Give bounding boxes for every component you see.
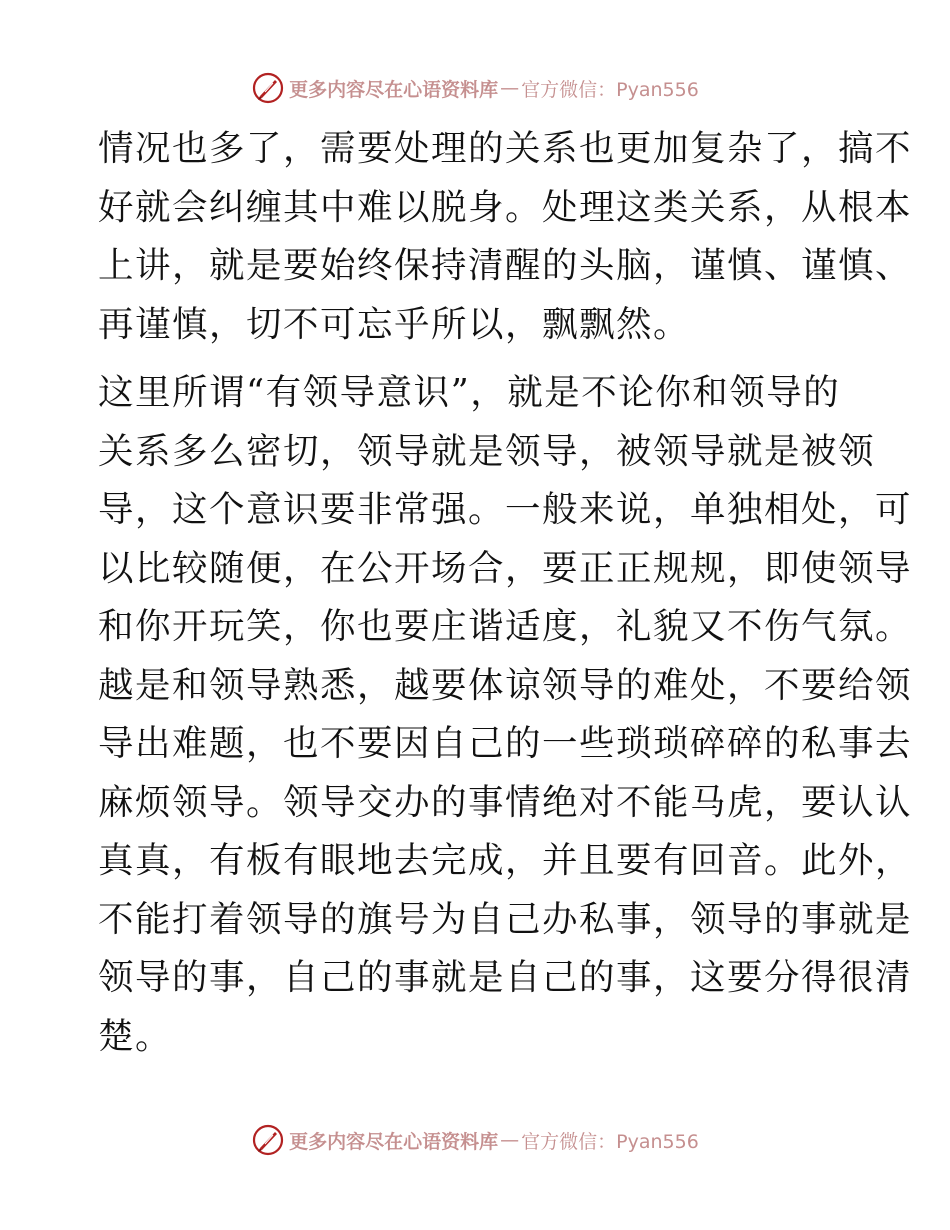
text-line: 麻烦领导。领导交办的事情绝对不能马虎，要认认 xyxy=(98,781,913,823)
text-line: 领导的事，自己的事就是自己的事，这要分得很清 xyxy=(98,957,913,998)
paragraph-2 xyxy=(98,364,913,1066)
banner-wechat-text: 官方微信：Pyan556 xyxy=(521,1130,699,1153)
footer-banner xyxy=(0,1120,950,1160)
text-line: 关系多么密切，领导就是领导，被领导就是被领 xyxy=(98,430,876,472)
text-line: 楚。 xyxy=(98,1015,173,1057)
banner-wechat-text: 官方微信：Pyan556 xyxy=(521,78,699,101)
text-line: 和你开玩笑，你也要庄谐适度，礼貌又不伤气氛。 xyxy=(98,606,913,647)
text-line: 以比较随便，在公开场合，要正正规规，即使领导 xyxy=(98,547,913,589)
text-line: 真真，有板有眼地去完成，并且要有回音。此外， xyxy=(98,840,913,881)
text-line: 导，这个意识要非常强。一般来说，单独相处，可 xyxy=(98,489,913,530)
quill-logo-icon xyxy=(251,71,285,105)
text-line: 这里所谓“有领导意识”，就是不论你和领导的 xyxy=(98,372,841,413)
banner-dash: — xyxy=(500,77,520,99)
paragraph-1 xyxy=(98,120,913,354)
text-line: 好就会纠缠其中难以脱身。处理这类关系，从根本 xyxy=(98,186,913,228)
text-line: 导出难题，也不要因自己的一些琐琐碎碎的私事去 xyxy=(98,723,913,764)
text-line: 越是和领导熟悉，越要体谅领导的难处，不要给领 xyxy=(98,664,913,706)
quill-logo-icon xyxy=(251,1123,285,1157)
banner-main-text: 更多内容尽在心语资料库 xyxy=(289,1130,499,1153)
header-banner xyxy=(0,68,950,108)
text-line: 再谨慎，切不可忘乎所以，飘飘然。 xyxy=(98,303,691,345)
banner-main-text: 更多内容尽在心语资料库 xyxy=(289,78,499,101)
document-body xyxy=(98,120,913,1066)
banner-dash: — xyxy=(500,1129,520,1151)
text-line: 上讲，就是要始终保持清醒的头脑，谨慎、谨慎、 xyxy=(98,245,913,286)
text-line: 不能打着领导的旗号为自己办私事，领导的事就是 xyxy=(98,898,913,940)
text-line: 情况也多了，需要处理的关系也更加复杂了，搞不 xyxy=(98,128,913,169)
